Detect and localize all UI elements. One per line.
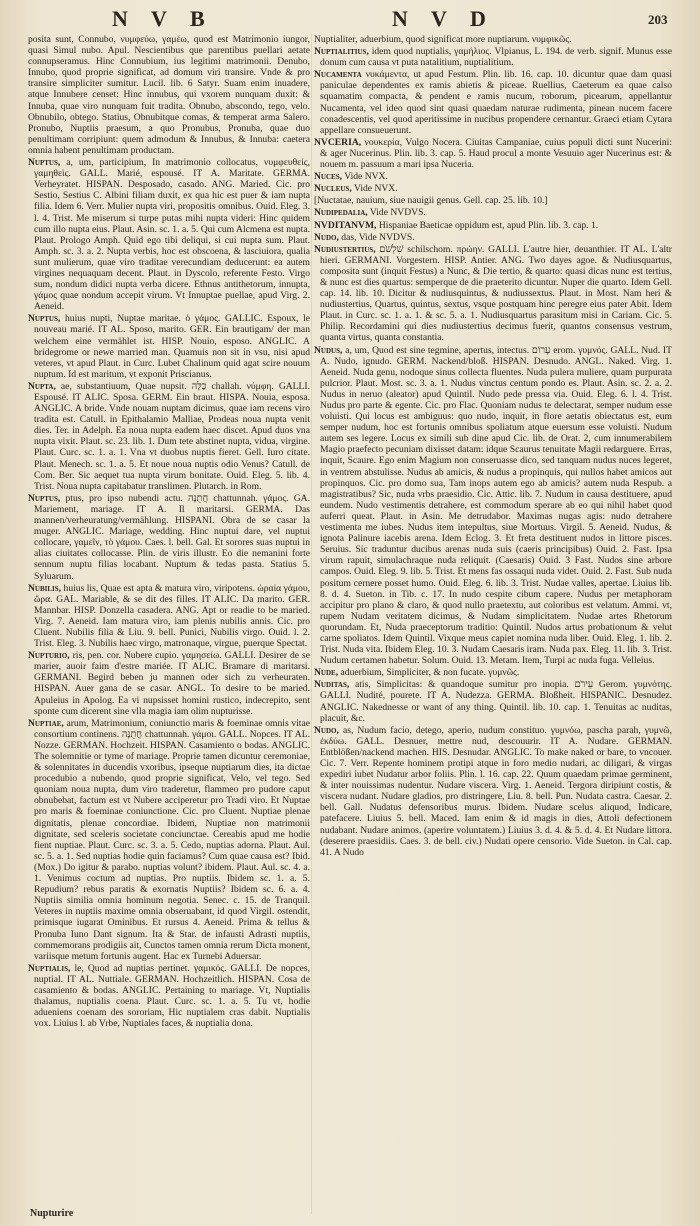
entry-headword: Nudipedalia, — [314, 207, 368, 219]
entry-text: Nuptialiter, aduerbium, quod significat more nuptiarum. νυμφικῶς. — [314, 34, 572, 45]
entry-text: Vide NVX. — [344, 171, 388, 183]
dictionary-entry — [28, 718, 310, 962]
entry-headword: Nuptiae, — [28, 717, 64, 729]
entry-headword: Nuptialitius, — [314, 46, 369, 58]
entry-text: a, um, participium, In matrimonio collocatus, νυμφευθείς, γαμηθεὶς. GALL. Marié, espousé. IT A. Maritate. GERMA. Verheyratet. HISPAN. Desposado, casado. ANG. Maried. Cic. pro Sestio, Sestius C. Albini filiam duxit, ex qua hic est puer & iam nupta filia. Idem 6. Verr. Mulier nupta viri, propositis omnibus. Ouid. Eleg. 3. l. 4. Trist. Me miserum si turpe putas mihi nupta videri: Hinc quidem cum illo nupta eius. Plaut. Asin. sc. 1. a. 5. Qui cum Alcmena est nupta. Plaut. Prologo Amph. Quid ego tibi deliqui, si cui nupta sum. Plaut. Amph. sc. 3. a. 2. Nupta verbis, hoc est obscoena, & lasciuiora, qualia sunt mulierum, quae viro traditae verecundiam deducerunt: ea autem virgines nequaquam decent. Plaut. in Dyscolo, referente Festo. Virgo sum, nondum didici nupta verba dicere. Ethnus antithetorum, innupta, γάμος quae nondum accepit virum. Vt Innuptae puellae, apud Virg. 2. Aeneid. — [34, 157, 310, 313]
catchword: Nupturire — [30, 1208, 74, 1219]
dictionary-entry — [28, 313, 310, 380]
entry-headword: Nuces, — [314, 171, 342, 183]
entry-headword: Nuditas, — [314, 679, 350, 691]
left-running-head: N V B — [112, 6, 214, 31]
left-column — [28, 34, 310, 1220]
entry-text: le, Quod ad nuptias pertinet. γαμικός. GALLI. De nopces, nuptial. IT AL. Nuttiale. GERMAN. Hochzeitlich. HISPAN. Cosa de casamiento & bodas. ANGLIC. Pertaining to mariage. Vt, Nuptialis thalamus, nuptialis coena. Plaut. Curc. sc. 1. a. 5. Tu vt, hodie adueniens coenam des sororiam, Hic nuptialem cras dabit. Nuptialis vox. Liuius l. ab Vrbe, Nuptiales faces, & nuptialia dona. — [34, 962, 310, 1030]
column-gutter — [311, 34, 312, 1214]
dictionary-entry — [314, 667, 672, 678]
running-header — [0, 4, 700, 34]
dictionary-entry — [314, 195, 672, 206]
entry-text: atis, Simplicitas: & quandoque sumitur pro inopia. עֵירֹם Gerom. γυμνότης. GALLI. Nudité, pourete. IT A. Nudezza. GERMA. Bloßheit. HISPANIC. Desnudez. ANGLIC. Nakednesse or want of any thing. Quintil. lib. 10. cap. 1. Tenuitas ac nuditas, placuit, &c. — [320, 679, 672, 724]
entry-headword: Nude, — [314, 667, 339, 679]
entry-headword: Nudus, — [314, 344, 343, 356]
dictionary-entry — [314, 69, 672, 136]
dictionary-entry — [28, 493, 310, 582]
entry-headword: Nucleus, — [314, 183, 352, 195]
entry-headword: Nucamenta — [314, 69, 362, 81]
dictionary-entry — [28, 34, 310, 156]
entry-text: aduerbium, Simpliciter, & non fucate. γυμνῶς. — [340, 667, 520, 679]
dictionary-entry — [314, 207, 672, 218]
entry-headword: Nudo, — [314, 231, 339, 243]
entry-text: huius lis, Quae est apta & matura viro, viripotens. ὡραία γάμου, ὥρα. GAL. Mariable, & se dit des filles. IT ALIC. Da marito. GER. Mannbar. HISP. Donzella casadera. ANG. Apt or readie to be maried. Virg. 7. Aeneid. Iam matura viro, iam plenis nubilis annis. Cic. pro Cluent. Nubilis filia & Liu. 9. bell. Punici, Nubilis virgo. Ouid. l. 2. Trist. Eleg. 3. Nubilis haec virgo, matronaque, virgue, puerque Spectat. — [34, 582, 310, 650]
dictionary-entry — [314, 183, 672, 194]
entry-headword: Nuptus, — [28, 492, 61, 504]
dictionary-entry — [314, 171, 672, 182]
entry-text: Hispaniae Baeticae oppidum est, apud Plin. lib. 3. cap. 1. — [378, 219, 599, 231]
entry-text: νυκάμεντα, ut apud Festum. Plin. lib. 16. cap. 10. dicuntur quae dam quasi paniculae dependentes ex ramis abietis & piceae. Ruellius, Caeterum ea quae calso squamatim compacta, & pendent e ramis nucum, roborum, picearum, appellantur Nucamenta, vel ideo quod sint quasi quaedam naturae rudimenta, pinean nucem facere conadescentis, vel quod aperitissime in nucibus propendere cernantur. Graeci etiam Cytara appellare consueuerunt. — [320, 69, 672, 136]
entry-text: huius nupti, Nuptae maritae. ὁ γάμος. GALLIC. Espoux, le nouveau marié. IT AL. Sposo, marito. GER. Ein brautigam/ der man welchem eine vermählet ist. HISP. Nouio, esposo. ANGLIC. A bridegrome or newe married man. Quamuis non sit in vsu, nisi apud veteres, vt apud Plaut. in Curc. Lubet Chalinum quid agat scire nouum nuptum. Id est maritum, vt exponit Priscianus. — [34, 313, 310, 380]
dictionary-entry — [28, 963, 310, 1030]
entry-text: as, Nudum facio, detego, aperio, nudum constituo. γυμνόω, pascha parah, γυμνῶ, ἐκδύω. GALL. Desnuer, mettre nud, descouurir. IT A. Nudare. GERMAN. Entblößen/nackend machen. HIS. Desnudar. ANGLIC. To make naked or bare, to vncouer. Cic. 7. Verr. Repente hominem protipi atque in foro medio nudari, ac diligari, & virgas expediri iubet Nudatur arbor foliis. Plin. l. 16. cap. 22. Quum quaedam primae germinent, & inter nouissimas nudentur. Nudare viscera. Virg. 1. Aeneid. Tergora diripiunt costis, & viscera nudant. Nudare gladios, pro distringere, Liu. 8. bell. Pun. Nudata castra. Caesar. 2. bell. Gall. Nudatus defensoribus murus. Ibidem. Nudare scelus aliquod, Indicare, patefacere. Liuius 5. bell. Maced. Iam enim & id magis in dies, Attoli defectionem nudabant. Nudare animos. (aperire voluntatem.) Liuius 3. d. 4. & 5. d. 4. Et Nudare littora. (deserere praesidiis. Caes. 3. de bell. civ.) Nudati opere censorio. Vide Sueton. in Cal. cap. 41. A Nudo — [320, 724, 672, 858]
entry-text: idem quod nuptialis, γαμήλιος. Vlpianus, L. 194. de verb. signif. Munus esse donum cum causa vt puta natalitium, nuptialitium. — [320, 46, 672, 69]
entry-headword: Nuptus, — [28, 313, 61, 325]
dictionary-entry — [314, 345, 672, 667]
entry-text: ptus, pro ipso nubendi actu. חֲתֻנָּה chattunnah. γάμος. GA. Mariement, mariage. IT A. Il maritarsi. GERMA. Das mannen/verheuratung/vermählung. HISPANI. Obra de se casar la muger. ANGLIC. Mariage, wedding. Hinc nuptui dare, vel nuptui collocare, γαμεῖν, τὸ γάμου. Caes. l. bell. Gal. Et sorores suas nuptui in alias ciuitates collocasse. Plin. de viris illustr. Eo die nemanini forte sennum nuptu filias locabant. Nuptum & tedas pasta. Statius 5. Syluarum. — [34, 492, 310, 582]
entry-text: arum, Matrimonium, coniunctio maris & foeminae omnis vitae consortium continens. חֲתֻנָּה chattunnah. γάμοι. GALL. Nopces. IT AL. Nozze. GERMAN. Hochzeit. HISPAN. Casamiento o bodas. ANGLIC. The solemnitie or tyme of mariage. Proprie tamen dicuntur ceremoniae, & solennitates in ducendis vxoribus, ipseque nuptiarum dies, ita dictae procedubio a nubendo, quod proprie significat, Velo, vel tego. Sed quoniam noua nupta, dum viro traderetur, flammeo pro pudore caput obnubebat, factum est vt Nubere acciperetur pro Tradi viro. Et Nuptae pro maris & foeminae coniunctione. Cic. pro Cluent. Nuptiae plenae dignitatis, plenae concordiae. Ibidem, Nuptiae non matrimonii dignitate, sed sceleris societate conciunctae. Cereabis apud me hodie fient nuptiae. Plaut. Curc. sc. 3. a. 5. Cedo, nuptias adorna. Plaut. Aul. sc. 5. a. 1. Sed nuptias hodie quin faciamus? Cum quae causa est? Ibid. (Mox.) Do igitur & parabo. nuptias volunt? ibidem. Plaut. Aul. sc. 4. a. 1. Venimus coctum ad nuptias. Pro nuptiis. Ibidem sc. 1. a. 5. Repudium? rebus paratis & exornatis Nuptiis? Ibidem sc. 6. a. 4. Nuptiis similia omnia hominum negotia. Senec. c. 15. de Tranquil. Veteres in nuptiis maxime omnia obseruabant, id quod Virgil. ostendit, primisque iugarat Ominibus. Et rursus 4. Aeneid. Prima & tellus & Pronuba Iuno Dant signum. Ita & Star. de infausti Adrasti nuptiis, commemorans prodigiis ait, Cunctos tamen omnia rerum Dicta monent, variisque metum fortunis augent. Hac ex Turnebi Aduersar. — [34, 717, 310, 962]
right-running-head: N V D — [392, 6, 495, 31]
right-column — [314, 34, 672, 1220]
dictionary-entry — [314, 137, 672, 170]
entry-text: Vide NVX. — [353, 183, 398, 195]
entry-text: [Nuctatae, nauium, siue nauigii genus. Gell. cap. 25. lib. 10.] — [314, 195, 548, 207]
dictionary-entry — [28, 381, 310, 492]
dictionary-entry — [314, 46, 672, 68]
entry-text: ris, pen. cor. Nubere cupio. γαμησείω. GALLI. Desirer de se marier, auoir faim d'estre mariée. IT ALIC. Bramare di maritarsi. GERMANI. Begird beben ju mannen oder sich zu verheuraten. HISPAN. Auer gana de se casar. ANGL. To desire to be maried. Apuleius in Apolog. Ea vi nupsisset homini rustico, indecrepito, sent sponte cum dicerent sine vlla magia iam olim nupturisse. — [34, 650, 310, 717]
dictionary-entry — [28, 650, 310, 717]
entry-headword: Nupturio, — [28, 650, 70, 662]
dictionary-entry — [314, 725, 672, 858]
entry-text: שִׁלְשֹׁם schilschom. πρώην. GALLI. L'autre hier, deuanthier. IT AL. L'altr hieri. GERMANI. Vorgestern. HISP. Antier. ANG. Two dayes agoe. & Nudiusquartus, composita sunt (inquit Festus) a Nunc, & Die tertio, & quarto: quasi dicas nunc est tertius, & nunc est dies quartus: semperque de die praeterito dicuntur. Nuper die quarto. Idem Gell. cap. 14. lib. 10. Dicitur & nudiusquintus, & nudiussextus. Plaut. in Most. Nam heri & nudiustertius, Quartus, quintus, sextus, vsque postquam hinc peregre eius pater Abit. Idem Plaut. in Curc. sc. 1. a. 1. & sc. 5. a. 1. Nudiusquartus parasitum misi in Cariam. Cic. 5. Philip. Recordamini qui dies nudiustertius decimus fuerit, quantos consensus vestrum, quanta virtus, quanta constantia. — [320, 243, 672, 344]
entry-headword: NVCERIA, — [314, 136, 362, 148]
dictionary-entry — [28, 583, 310, 650]
dictionary-entry — [314, 679, 672, 723]
entry-headword: Nuptus, — [28, 157, 61, 169]
dictionary-entry — [314, 232, 672, 243]
entry-text: das, Vide NVDVS. — [341, 231, 415, 243]
entry-headword: Nuptialis, — [28, 962, 71, 974]
dictionary-entry — [314, 34, 672, 45]
entry-headword: Nubilis, — [28, 582, 62, 594]
dictionary-entry — [28, 157, 310, 312]
entry-text: a, um, Quod est sine tegmine, apertus, intectus. עָרוֹם erom. γυμνός. GALL. Nud. IT A. Nudo, ignudo. GERM. Nackend/bloß. HISPAN. Desnudo. ANGL. Naked. Virg. 1. Aeneid. Nuda genu, nodoque sinus collecta fluentes. Nuda pulera muliere, quam purpurata pulcrior. Plaut. Most. sc. 3. a. 1. Nudus vinctus centum pondo es. Plaut. Asin. sc. 2. a. 2. Nudus in neruo (aleator) apud Quintil. Nudo pede pressa via. Ouid. Eleg. 6. l. 4. Trist. Nudus pro parte & egente. Cic. pro Flac. Quoniam nudus te delectarat, semper nudum esse voluisti. Qui locus est ambiguus: quo nudo, inquit, in flore aetatis obiectatus est, eum semper nudum, hoc est fortunis omnibus spoliatum atque euersum esse voluisti. Nudum autem ses legere. Locus ex simili sub dine apud Cic. lib. de Orat. 2, cum innumerabilem Magio praefecto pecuniam dixisset datam: idque Scaurus tenuitate Magii redarguere. Erras, inquit, Scaure. Ego enim Magium non conseruasse dico, sed tanquam nudus nuces legeret, in ventrem abstulisse. Nudus ab amicis, & nudus a propinquis, qui nullos habet amicos aut propinquos. Cic. pro domo sua, Tam inops autem ego ab amicis? autem nuda Respub. a magistratibus? Sic, nuda vrbs praesidio. Cic. Attic. lib. 7. Nudum in causa destituere, apud eundem. Nudo vestimentis detrahere, est commodum sperare ab eo qui nihil habet quod auferri queat. Plaut. in Asin. Me detrudabor. Maximas nugas agis: nudo detrahere vestimenta me iubes. Nudus item intepultus, siue Mortuus. Virgil. 5. Aeneid. Nudus, & ignota Palinure iacebis arena. Idem Eclog. 3. Et freta destituent nudos in littore pisces. Seruius. Sic traduntur ducibus arenas nuda suis (caeris principibus) Ouid. 2. Fast. Ipsa virum rapuit, simulachraque nuda reliquit. (Caesaris) Ouid. 3 Fast. Nudos sine arbore campos. Ouid. Eleg. 9. lib. 5. Trist. Et mens fas ossaqui nuda videt. Ouid. 2. Fast. Sub nuda positum cernere posset humo. Ouid. Eleg. 6. lib. 3. Trist. Nudae valles, apertae. Liuius lib. 8. d. 4. Sueton. in Tib. c. 17. In nudo cespite cibum capere. Nudus per metaphoram accipitur pro plano & claro, & quod nullo praetextu, aut coloribus est velatum. Ammi. vt, rupem Nudam veritatem dicimus, & Nudam simplicitatem. Nudae artes Rhetorum quorundam. Et, Nuda praeceptorum traditio: Quintil. Nudos artus probationum & velut carne spoliatos. Idem Quintil. Vixque meus capiet nomina nuda liber. Ouid. Eleg. 1. lib. 2. Trist. Nuda vita. Ibidem Eleg. 10. 3. Nudam Caesaris iram. Nuda pax. Eleg. 11. lib. 3. Trist. Nudum certamen habetur. Solum. Ouid. 13. Metam. Item, Turpi ac nuda fuga. Velleius. — [320, 344, 672, 667]
entry-text: νουκερία, Vulgo Nocera. Ciuitas Campaniae, cuius populi dicti sunt Nucerini: & ager Nucerinus. Plin. lib. 3. cap. 5. Haud procul a monte Vesuuio ager Nucerinus est: & nouem m. passuum a mari ipsa Nuceria. — [320, 136, 672, 171]
entry-headword: Nudiustertius, — [314, 243, 376, 255]
entry-text: posita sunt, Connubo, νυμφεύω, γαμέω, quod est Matrimonio iungor, quasi Simul nubo. Apul. Nescientibus que parentibus puellari aetate connupseramus. Hinc Connubium, ius legitimi matrimonii. Denubo, Innubo, quod proprie significat, ad domum viri transire. Vnde & pro transire simpliciter sumitur. Lucil. lib. 6 Satyr. Suam enim inuadere, atque Innubere censet: Hinc innubus, qui vxorem nunquam duxit: & Innuba, quae viro nunquam fuit tradita. Obnubo, abscondo, tego, velo. Obnubilo, obtego. Statius, Obnubitque comas, & temperat arma Salero. Pronubo, Nuptiis praesum, a quo Pronubus, Pronuba, quae duo penultimam corripiunt: quem admodum & Innubus, & Innuba: caetera omnia habent penultimam productam. — [28, 34, 310, 156]
entry-headword: Nupta, — [28, 380, 56, 392]
entry-headword: Nudo, — [314, 724, 339, 736]
page-number: 203 — [648, 12, 668, 27]
dictionary-entry — [314, 220, 672, 231]
entry-text: ae, substantiuum, Quae nupsit. כַּלָּה challah. νύμφη. GALLI. Espousé. IT ALIC. Sposa. GERM. Ein braut. HISPA. Nouia, esposa. ANGLIC. A bride. Vnde nouam nuptam dicimus, quae iam recens viro tradita est. Catull. in Epithalamio Malliae, Prodeas noua nupta venit dies. Ter. in Adelph. Ea noua nupta eadem haec discet. Apud duos vna nupta vixit. Plaut. sc. 23. lib. 1. Dum tete abstinet nupta, vidua, virgine. Plaut. Curc. sc. 1. a. 1. Vna vt duobus nuptis fieret. Gell. Iuro citate. Plaut. Menech. sc. 1. a. 5. Et noue noua nuptis odio Venus? Catull. de Com. Ber. Sic aequet tua nupta virum bonitate. Ouid. Eleg. 5. lib. 4. Trist. Noua nupta capitabatur translimen. Plutarch. in Rom. — [34, 380, 310, 492]
entry-headword: NVDITANVM, — [314, 219, 377, 231]
dictionary-entry — [314, 244, 672, 344]
entry-text: Vide NVDVS. — [369, 207, 426, 219]
